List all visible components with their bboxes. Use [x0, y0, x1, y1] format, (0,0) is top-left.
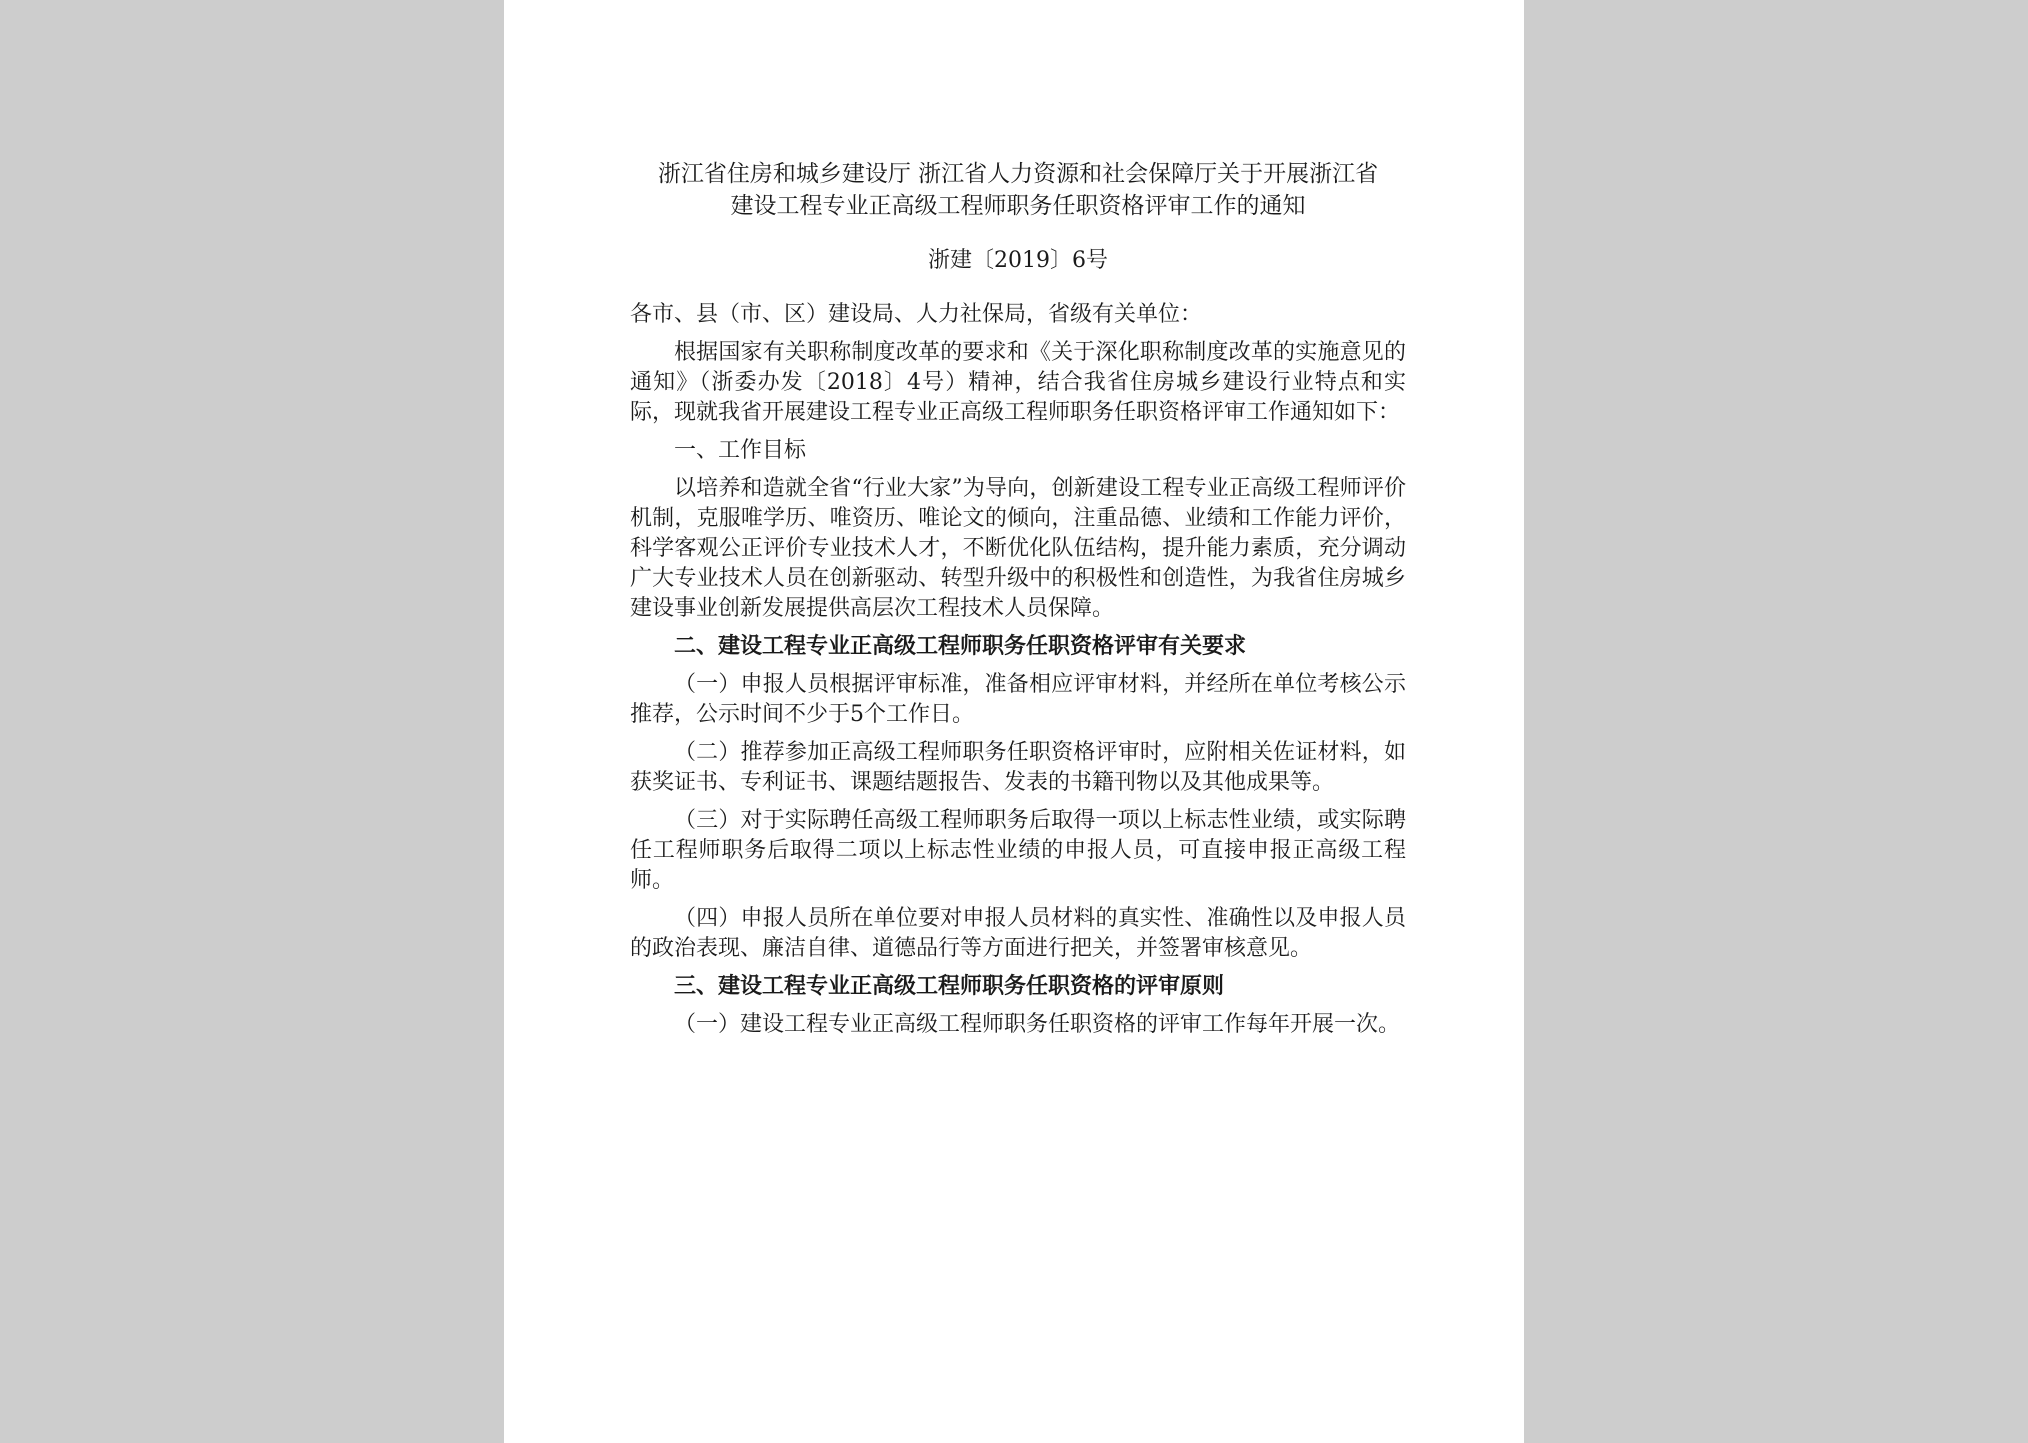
intro-paragraph: 根据国家有关职称制度改革的要求和《关于深化职称制度改革的实施意见的通知》（浙委办发〔2018〕4号）精神，结合我省住房城乡建设行业特点和实际，现就我省开展建设工程专业正高级工程师职务任职资格评审工作通知如下：	[630, 340, 1406, 425]
section-3-heading: 三、建设工程专业正高级工程师职务任职资格的评审原则	[674, 974, 1225, 999]
section-1-paragraph: 以培养和造就全省“行业大家”为导向，创新建设工程专业正高级工程师评价机制，克服唯学历、唯资历、唯论文的倾向，注重品德、业绩和工作能力评价，科学客观公正评价专业技术人才，不断优化队伍结构，提升能力素质，充分调动广大专业技术人员在创新驱动、转型升级中的积极性和创造性，为我省住房城乡建设事业创新发展提供高层次工程技术人员保障。	[630, 476, 1406, 621]
section-2-item-2: （二）推荐参加正高级工程师职务任职资格评审时，应附相关佐证材料，如获奖证书、专利证书、课题结题报告、发表的书籍刊物以及其他成果等。	[630, 740, 1406, 795]
page-content	[630, 158, 1406, 1040]
title-line-1: 浙江省住房和城乡建设厅 浙江省人力资源和社会保障厅关于开展浙江省	[657, 161, 1379, 187]
salutation: 各市、县（市、区）建设局、人力社保局，省级有关单位：	[630, 302, 1203, 327]
section-2-item-4: （四）申报人员所在单位要对申报人员材料的真实性、准确性以及申报人员的政治表现、廉洁自律、道德品行等方面进行把关，并签署审核意见。	[630, 906, 1406, 961]
section-2-item-3: （三）对于实际聘任高级工程师职务后取得一项以上标志性业绩，或实际聘任工程师职务后取得二项以上标志性业绩的申报人员，可直接申报正高级工程师。	[630, 808, 1406, 893]
section-2-heading: 二、建设工程专业正高级工程师职务任职资格评审有关要求	[674, 634, 1247, 659]
document-number: 浙建〔2019〕6号	[928, 248, 1108, 273]
section-1-heading: 一、工作目标	[674, 438, 807, 463]
section-3-item-1: （一）建设工程专业正高级工程师职务任职资格的评审工作每年开展一次。	[674, 1012, 1401, 1037]
title-line-2: 建设工程专业正高级工程师职务任职资格评审工作的通知	[730, 193, 1306, 219]
document-page	[504, 0, 1524, 1443]
document-title	[630, 158, 1406, 222]
section-2-item-1: （一）申报人员根据评审标准，准备相应评审材料，并经所在单位考核公示推荐，公示时间不少于5个工作日。	[630, 672, 1406, 727]
